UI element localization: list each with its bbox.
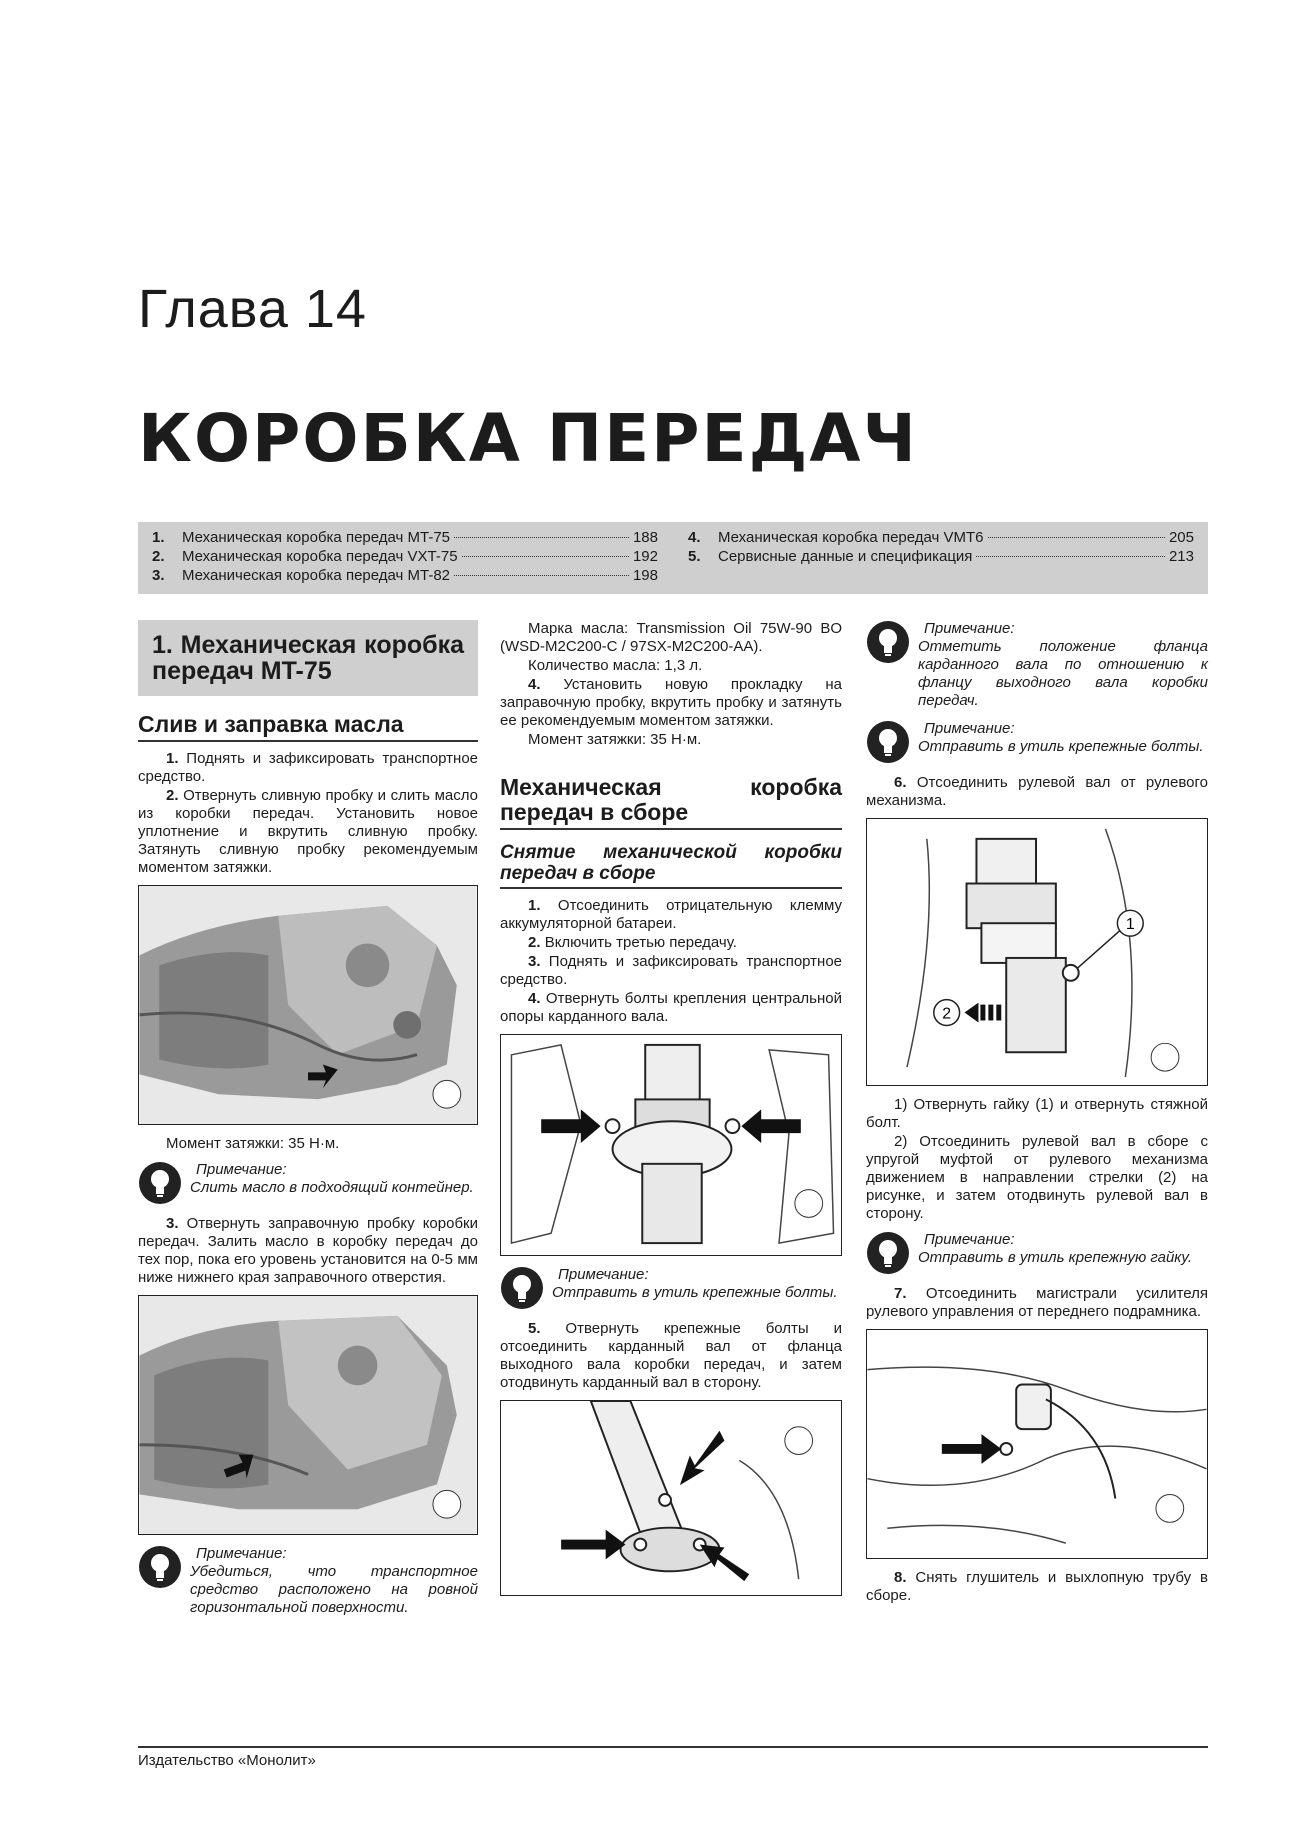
step-num: 3. bbox=[528, 953, 541, 970]
driveshaft-support-figure bbox=[500, 1034, 842, 1256]
subsection-title: Слив и заправка масла bbox=[138, 712, 478, 742]
step-text: Отвернуть сливную пробку и слить масло из коробки передач. Установить новое уплотнение и вкрутить сливную пробку. Затянуть сливную пробку рекомендуемым моментом затяжки. bbox=[138, 787, 478, 876]
toc-item[interactable] bbox=[688, 528, 1194, 547]
toc-page: 188 bbox=[632, 529, 658, 546]
column-right bbox=[866, 620, 1208, 1606]
step bbox=[138, 750, 478, 786]
torque-text: Момент затяжки: 35 Н·м. bbox=[528, 731, 702, 748]
step-text: Поднять и зафиксировать транспортное средство. bbox=[138, 750, 479, 785]
step bbox=[138, 1215, 478, 1287]
step bbox=[866, 774, 1208, 810]
gearbox-drain-figure bbox=[138, 885, 478, 1125]
section-title: 1. Механическая коробка передач MT-75 bbox=[138, 620, 478, 696]
subsection-heading: Снятие механической коробки передач в сборе bbox=[500, 842, 842, 889]
driveshaft-flange-figure bbox=[500, 1400, 842, 1596]
step-text: Установить новую прокладку на заправочную пробку, вкрутить пробку и затянуть ее рекомендуемым моментом затяжки. bbox=[500, 676, 842, 729]
gearbox-illustration bbox=[139, 886, 477, 1124]
step-text: Включить третью передачу. bbox=[544, 934, 737, 951]
gearbox-fill-figure bbox=[138, 1295, 478, 1535]
steering-shaft-figure bbox=[866, 818, 1208, 1086]
note-text: Отправить в утиль крепежные болты. bbox=[918, 738, 1204, 755]
toc-page: 213 bbox=[1168, 548, 1194, 565]
lightbulb-icon bbox=[866, 620, 910, 664]
step-num: 6. bbox=[894, 774, 907, 791]
step-text: Снять глушитель и выхлопную трубу в сборе. bbox=[866, 1569, 1208, 1604]
lightbulb-icon bbox=[138, 1161, 182, 1205]
note-heading: Примечание: bbox=[558, 1266, 649, 1283]
page-title: КОРОБКА ПЕРЕДАЧ bbox=[138, 400, 918, 477]
step-num: 7. bbox=[894, 1285, 907, 1302]
step-num: 4. bbox=[528, 990, 541, 1007]
lightbulb-icon bbox=[500, 1266, 544, 1310]
step-text: Отсоединить рулевой вал от рулевого механизма. bbox=[866, 774, 1208, 809]
step bbox=[138, 787, 478, 877]
column-left bbox=[138, 620, 478, 1627]
lightbulb-icon bbox=[866, 1231, 910, 1275]
toc-page: 192 bbox=[632, 548, 658, 565]
toc-num: 5. bbox=[688, 548, 701, 565]
toc-label: Механическая коробка передач MT-82 bbox=[182, 567, 451, 584]
step-num: 8. bbox=[894, 1569, 907, 1586]
section-heading: Механическая коробка передач в сборе bbox=[500, 775, 842, 830]
step-text: Отсоединить магистрали усилителя рулевого управления от переднего подрамника. bbox=[866, 1285, 1208, 1320]
toc-label: Механическая коробка передач VMT6 bbox=[718, 529, 984, 546]
step-text: Отвернуть заправочную пробку коробки передач. Залить масло в коробку передач до тех пор, пока его уровень установится на 0-5 мм ниже нижнего края заправочного отверстия. bbox=[138, 1215, 478, 1286]
note bbox=[866, 620, 1208, 710]
driveshaft-flange-illustration bbox=[501, 1401, 841, 1595]
step-text: Отвернуть болты крепления центральной опоры карданного вала. bbox=[500, 990, 842, 1025]
torque-text: Момент затяжки: 35 Н·м. bbox=[166, 1135, 340, 1152]
note bbox=[500, 1266, 842, 1310]
substep: 1) Отвернуть гайку (1) и отвернуть стяжной болт. bbox=[866, 1096, 1208, 1131]
toc-dots bbox=[462, 556, 629, 557]
step bbox=[500, 1320, 842, 1392]
steering-shaft-illustration bbox=[867, 819, 1207, 1085]
note-text: Отметить положение фланца карданного вала по отношению к фланцу выходного вала коробки передач. bbox=[918, 638, 1208, 709]
note-text: Отправить в утиль крепежные болты. bbox=[552, 1284, 838, 1301]
driveshaft-illustration bbox=[501, 1035, 841, 1255]
step bbox=[500, 934, 842, 952]
toc-page: 198 bbox=[632, 567, 658, 584]
toc-num: 4. bbox=[688, 529, 701, 546]
substep: 2) Отсоединить рулевой вал в сборе с упругой муфтой от рулевого механизма движением в направлении стрелки (2) на рисунке, и затем отодвинуть рулевой вал в сторону. bbox=[866, 1133, 1208, 1222]
step-num: 3. bbox=[166, 1215, 179, 1232]
toc-item[interactable] bbox=[152, 528, 658, 547]
step-num: 2. bbox=[166, 787, 179, 804]
toc-dots bbox=[454, 575, 629, 576]
publisher-footer: Издательство «Монолит» bbox=[138, 1752, 316, 1769]
toc-item[interactable] bbox=[152, 566, 658, 585]
table-of-contents bbox=[138, 522, 1208, 594]
step-num: 4. bbox=[528, 676, 541, 693]
toc-column-left bbox=[152, 528, 658, 588]
step-text: Поднять и зафиксировать транспортное средство. bbox=[500, 953, 843, 988]
toc-page: 205 bbox=[1168, 529, 1194, 546]
step-num: 5. bbox=[528, 1320, 541, 1337]
note bbox=[138, 1161, 478, 1205]
toc-label: Механическая коробка передач MT-75 bbox=[182, 529, 451, 546]
step bbox=[866, 1285, 1208, 1321]
note-heading: Примечание: bbox=[196, 1545, 287, 1562]
note-text: Слить масло в подходящий контейнер. bbox=[190, 1179, 474, 1196]
note-heading: Примечание: bbox=[196, 1161, 287, 1178]
toc-column-right bbox=[688, 528, 1194, 588]
note-heading: Примечание: bbox=[924, 1231, 1015, 1248]
toc-num: 3. bbox=[152, 567, 165, 584]
oil-quantity-text: Количество масла: 1,3 л. bbox=[528, 657, 703, 674]
power-steering-lines-figure bbox=[866, 1329, 1208, 1559]
toc-item[interactable] bbox=[688, 547, 1194, 566]
chapter-number: Глава 14 bbox=[138, 279, 367, 339]
note bbox=[866, 1231, 1208, 1275]
note-heading: Примечание: bbox=[924, 720, 1015, 737]
power-steering-illustration bbox=[867, 1330, 1207, 1558]
toc-label: Механическая коробка передач VXT-75 bbox=[182, 548, 458, 565]
toc-dots bbox=[976, 556, 1165, 557]
toc-label: Сервисные данные и спецификация bbox=[718, 548, 973, 565]
toc-dots bbox=[988, 537, 1165, 538]
callout-2: 2 bbox=[942, 1005, 952, 1023]
lightbulb-icon bbox=[138, 1545, 182, 1589]
note-text: Убедиться, что транспортное средство расположено на ровной горизонтальной поверхности. bbox=[190, 1563, 478, 1616]
gearbox-illustration bbox=[139, 1296, 477, 1534]
column-middle bbox=[500, 620, 842, 1606]
toc-dots bbox=[454, 537, 629, 538]
toc-num: 1. bbox=[152, 529, 165, 546]
step-num: 2. bbox=[528, 934, 541, 951]
step-num: 1. bbox=[166, 750, 179, 767]
footer-divider bbox=[138, 1746, 1208, 1748]
toc-item[interactable] bbox=[152, 547, 658, 566]
step bbox=[500, 897, 842, 933]
step bbox=[866, 1569, 1208, 1605]
callout-1: 1 bbox=[1125, 916, 1135, 934]
note bbox=[138, 1545, 478, 1617]
note bbox=[866, 720, 1208, 764]
note-heading: Примечание: bbox=[924, 620, 1015, 637]
oil-brand-text: Марка масла: Transmission Oil 75W-90 BO (WSD-M2C200-C / 97SX-M2C200-AA). bbox=[500, 620, 842, 655]
note-text: Отправить в утиль крепежную гайку. bbox=[918, 1249, 1193, 1266]
toc-num: 2. bbox=[152, 548, 165, 565]
step-text: Отвернуть крепежные болты и отсоединить карданный вал от фланца выходного вала коробки передач, и затем отодвинуть карданный вал в сторону. bbox=[500, 1320, 842, 1391]
step bbox=[500, 676, 842, 730]
lightbulb-icon bbox=[866, 720, 910, 764]
step-num: 1. bbox=[528, 897, 541, 914]
step bbox=[500, 953, 842, 989]
step-text: Отсоединить отрицательную клемму аккумуляторной батареи. bbox=[500, 897, 843, 932]
step bbox=[500, 990, 842, 1026]
